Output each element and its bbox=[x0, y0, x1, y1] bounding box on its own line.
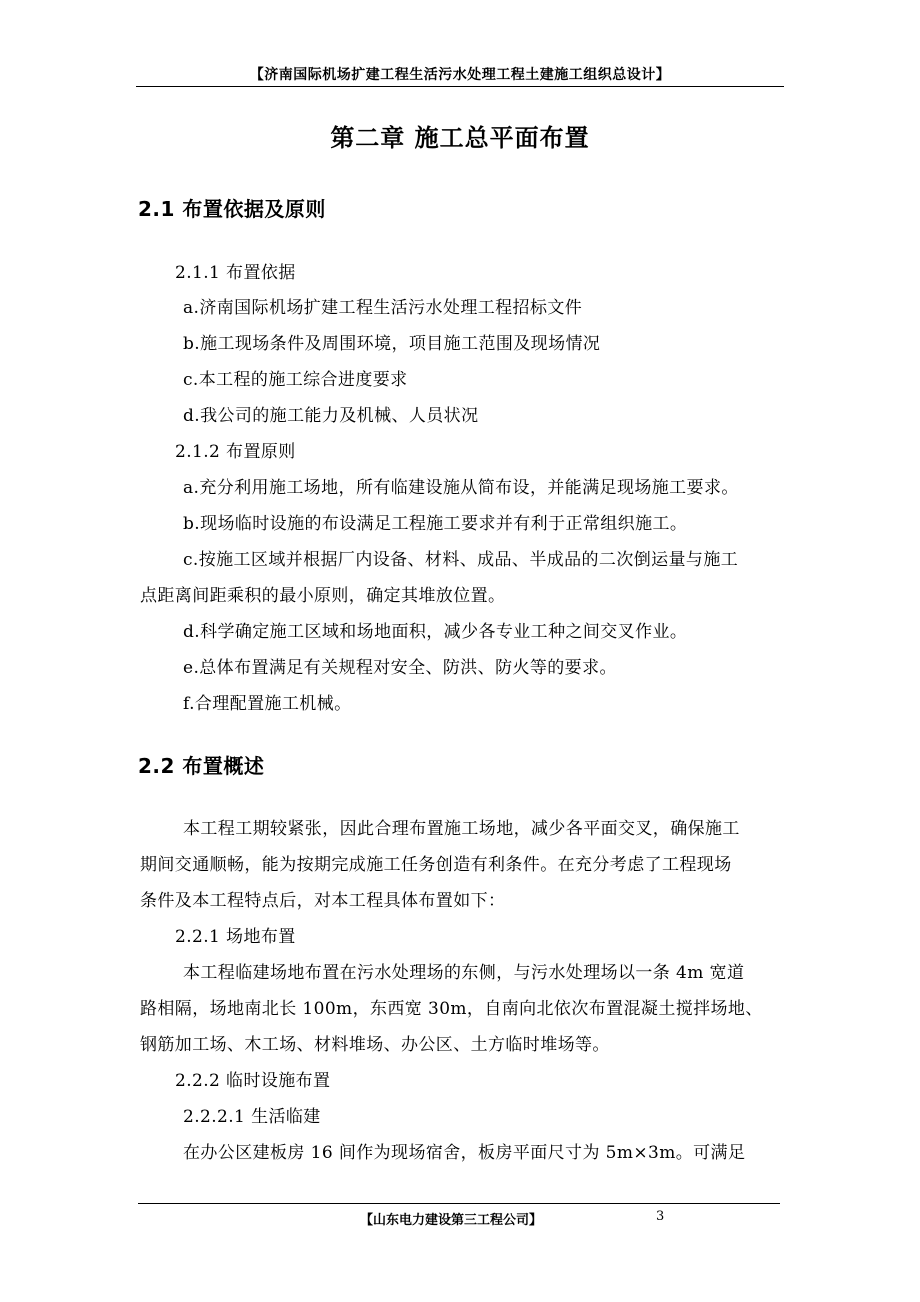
page-number: 3 bbox=[656, 1209, 665, 1224]
list-item: b.施工现场条件及周围环境，项目施工范围及现场情况 bbox=[183, 334, 601, 354]
footer-company: 【山东电力建设第三工程公司】 bbox=[360, 1213, 543, 1228]
chapter-title: 第二章 施工总平面布置 bbox=[330, 124, 590, 152]
paragraph-line: 本工程临建场地布置在污水处理场的东侧，与污水处理场以一条 4m 宽道 bbox=[183, 963, 745, 983]
list-item: a.济南国际机场扩建工程生活污水处理工程招标文件 bbox=[183, 298, 583, 318]
list-item: e.总体布置满足有关规程对安全、防洪、防火等的要求。 bbox=[183, 658, 617, 678]
paragraph-line: 钢筋加工场、木工场、材料堆场、办公区、土方临时堆场等。 bbox=[140, 1035, 610, 1055]
list-item: c.本工程的施工综合进度要求 bbox=[183, 370, 408, 390]
paragraph-line: 条件及本工程特点后，对本工程具体布置如下： bbox=[140, 891, 506, 911]
section-heading-2-2: 2.2 布置概述 bbox=[138, 754, 265, 778]
running-header: 【济南国际机场扩建工程生活污水处理工程土建施工组织总设计】 bbox=[249, 67, 671, 83]
subsection-heading-2-1-1: 2.1.1 布置依据 bbox=[175, 263, 296, 283]
paragraph-line: 在办公区建板房 16 间作为现场宿舍，板房平面尺寸为 5m×3m。可满足 bbox=[183, 1143, 746, 1163]
list-item: f.合理配置施工机械。 bbox=[183, 694, 352, 714]
paragraph-line: 期间交通顺畅，能为按期完成施工任务创造有利条件。在充分考虑了工程现场 bbox=[140, 855, 732, 875]
list-item: b.现场临时设施的布设满足工程施工要求并有利于正常组织施工。 bbox=[183, 514, 688, 534]
section-heading-2-1: 2.1 布置依据及原则 bbox=[138, 197, 326, 221]
list-item: a.充分利用施工场地，所有临建设施从简布设，并能满足现场施工要求。 bbox=[183, 478, 739, 498]
list-item: d.科学确定施工区域和场地面积，减少各专业工种之间交叉作业。 bbox=[183, 622, 688, 642]
paragraph-line: 本工程工期较紧张，因此合理布置施工场地，减少各平面交叉，确保施工 bbox=[183, 819, 740, 839]
paragraph-line: 路相隔，场地南北长 100m，东西宽 30m，自南向北依次布置混凝土搅拌场地、 bbox=[140, 999, 763, 1019]
subsection-heading-2-1-2: 2.1.2 布置原则 bbox=[175, 442, 296, 462]
subsection-heading-2-2-1: 2.2.1 场地布置 bbox=[175, 927, 296, 947]
list-item: d.我公司的施工能力及机械、人员状况 bbox=[183, 406, 479, 426]
footer-rule bbox=[138, 1203, 780, 1204]
list-item: c.按施工区域并根据厂内设备、材料、成品、半成品的二次倒运量与施工 bbox=[183, 550, 739, 570]
header-rule bbox=[136, 86, 784, 87]
subsection-heading-2-2-2: 2.2.2 临时设施布置 bbox=[175, 1071, 331, 1091]
subsection-heading-2-2-2-1: 2.2.2.1 生活临建 bbox=[183, 1107, 321, 1127]
list-item-continuation: 点距离间距乘积的最小原则，确定其堆放位置。 bbox=[140, 586, 506, 606]
